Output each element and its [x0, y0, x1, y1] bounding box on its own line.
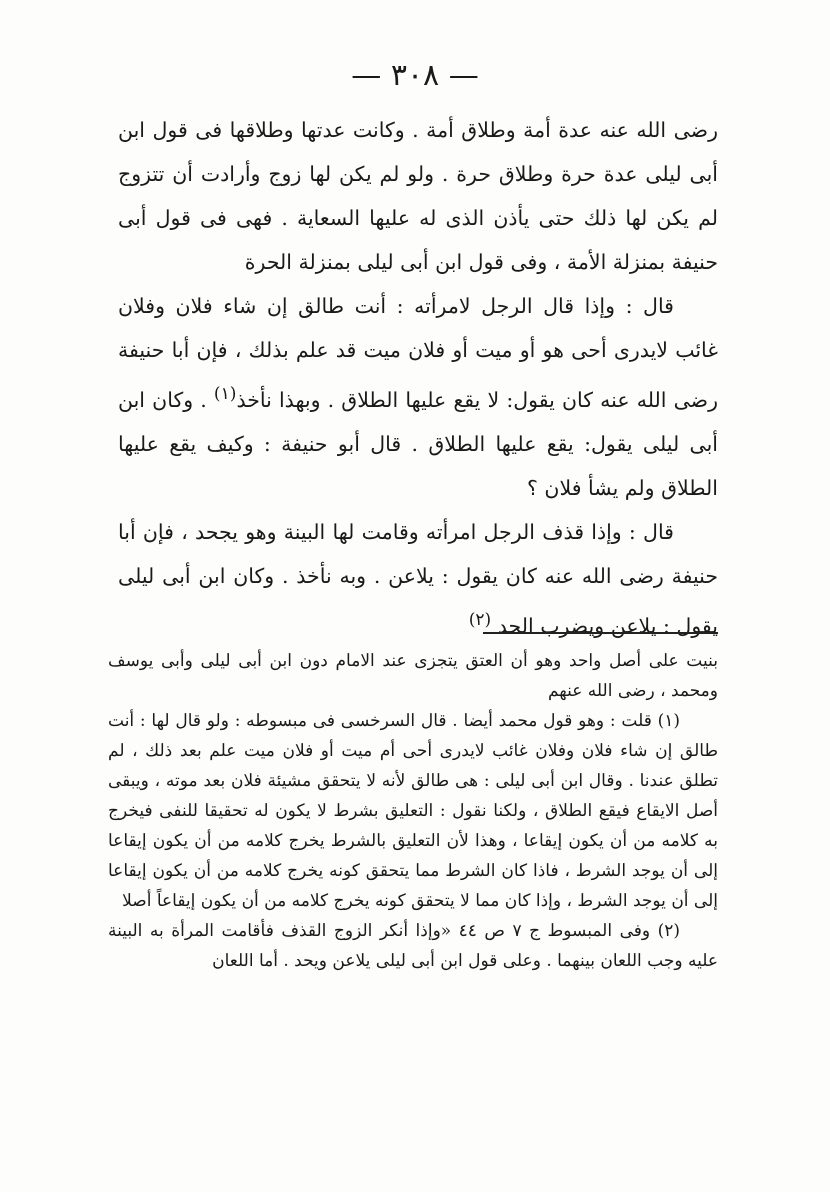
- footnote-2: (٢) وفى المبسوط ج ٧ ص ٤٤ «وإذا أنكر الزوج القذف فأقامت المرأة به البينة عليه وجب اللعان بينهما . وعلى قول ابن أبى ليلى يلاعن ويحد . أما اللعان: [108, 921, 718, 971]
- page-number: — ٣٠٨ —: [351, 58, 479, 93]
- paragraph-text-end: . وكان ابن أبى ليلى يقول: يقع عليها الطلاق . قال أبو حنيفة : وكيف يقع عليها الطلاق ولم يشأ فلان ؟: [118, 387, 718, 500]
- main-text: [118, 108, 718, 648]
- paragraph-conditional-divorce: [118, 284, 718, 510]
- footnote-1: (١) قلت : وهو قول محمد أيضا . قال السرخسى فى مبسوطه : ولو قال لها : أنت طالق إن شاء فلان وفلان غائب لايدرى أحى أم ميت أو فلان ميت علم بعد ذلك ، لم تطلق عندنا . وقال ابن أبى ليلى : هى طالق لأنه لا يتحقق مشيئة فلان بعد موته ، ويبقى أصل الايقاع فيقع الطلاق ، ولكنا نقول : التعليق بشرط لا يكون له تحقيقا للنفى فيخرج به كلامه من أن يكون إيقاعا ، وهذا لأن التعليق بالشرط يخرج كلامه من أن يكون إيقاعا إلى أن يوجد الشرط ، فاذا كان الشرط مما يتحقق كونه يخرج كلامه من أن يكون إيقاعا إلى أن يوجد الشرط ، وإذا كان مما لا يتحقق كونه يخرج كلامه من أن يكون إيقاعاً أصلا: [108, 711, 718, 911]
- paragraph-text: قال : وإذا قال الرجل لامرأته : أنت طالق إن شاء فلان وفلان غائب لايدرى أحى هو أو ميت أو فلان ميت قد علم بذلك ، فإن أبا حنيفة رضى الله عنه كان يقول: لا يقع عليها الطلاق . وبهذا نأخذ: [118, 294, 718, 412]
- paragraph-continuation: رضى الله عنه عدة أمة وطلاق أمة . وكانت عدتها وطلاقها فى قول ابن أبى ليلى عدة حرة وطلاق حرة . ولو لم يكن لها زوج وأرادت أن تتزوج لم يكن لها ذلك حتى يأذن الذى له عليها السعاية . فهى فى قول أبى حنيفة بمنزلة الأمة ، وفى قول ابن أبى ليلى بمنزلة الحرة: [118, 118, 718, 274]
- paragraph-text: قال : وإذا قذف الرجل امرأته وقامت لها البينة وهو يجحد ، فإن أبا حنيفة رضى الله عنه كان يقول : يلاعن . وبه نأخذ . وكان ابن أبى ليلى يقول : يلاعن ويضرب الحد: [118, 519, 718, 638]
- footnote-divider: [483, 632, 718, 634]
- footnote-ref-1: (١): [213, 384, 237, 404]
- footnotes: [108, 646, 718, 976]
- footnote-ref-2: (٢): [468, 609, 492, 630]
- footnote-continuation: بنيت على أصل واحد وهو أن العتق يتجزى عند الامام دون ابن أبى ليلى وأبى يوسف ومحمد ، رضى الله عنهم: [108, 651, 718, 701]
- paragraph-slander: [118, 510, 718, 648]
